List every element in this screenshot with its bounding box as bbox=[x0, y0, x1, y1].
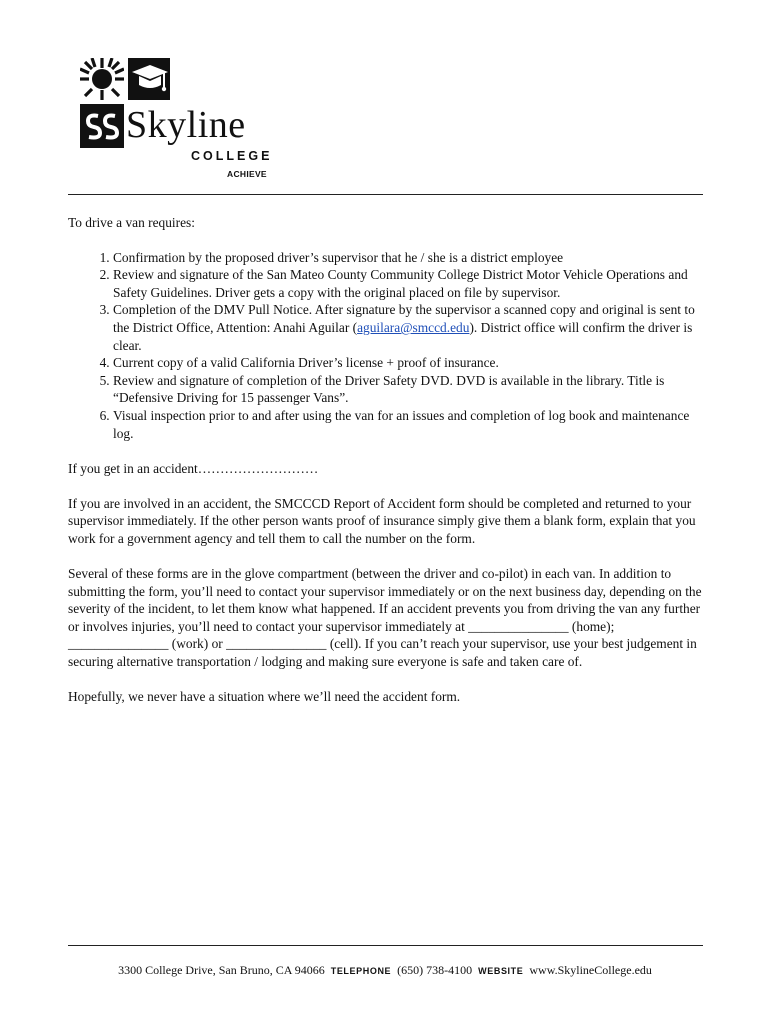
intro-text: To drive a van requires: bbox=[68, 215, 195, 230]
accident-heading: If you get in an accident……………………… bbox=[68, 460, 319, 476]
requirement-item: 1. Confirmation by the proposed driver’s supervisor that he / she is a district employee bbox=[113, 249, 704, 267]
logo-tagline: ACHIEVE bbox=[227, 169, 267, 179]
logo-wordmark: Skyline bbox=[126, 104, 246, 146]
ss-emblem-icon bbox=[80, 104, 124, 148]
footer-website-label: WEBSITE bbox=[478, 966, 524, 976]
closing-text: Hopefully, we never have a situation where we’ll need the accident form. bbox=[68, 689, 461, 705]
requirement-item: 5. Review and signature of completion of the Driver Safety DVD. DVD is available in the library. Title is “Defensive Driving for 15 passenger Vans”. bbox=[113, 372, 704, 407]
footer-website: www.SkylineCollege.edu bbox=[529, 963, 652, 977]
logo-college-text: COLLEGE bbox=[191, 149, 273, 163]
footer-divider bbox=[68, 945, 703, 946]
graduation-cap-icon bbox=[128, 58, 170, 100]
footer-telephone-label: TELEPHONE bbox=[330, 966, 392, 976]
email-link[interactable]: aguilara@smccd.edu bbox=[357, 319, 470, 335]
requirement-item: 2. Review and signature of the San Mateo County Community College District Motor Vehicle Operations and Safety Guidelines. Driver gets a copy with the original placed on file by supervisor. bbox=[113, 266, 704, 301]
requirement-item: 6. Visual inspection prior to and after using the van for an issues and completion of log book and maintenance log. bbox=[113, 407, 704, 442]
accident-paragraph: If you are involved in an accident, the SMCCCD Report of Accident form should be completed and returned to your supervisor immediately. If the other person wants proof of insurance simply give them a blank form, explain that you work for a government agency and tell them to call the number on the form. bbox=[68, 495, 696, 546]
footer-telephone: (650) 738-4100 bbox=[397, 963, 473, 977]
skyline-college-logo bbox=[78, 56, 273, 182]
document-body bbox=[68, 214, 704, 706]
footer-address: 3300 College Drive, San Bruno, CA 94066 bbox=[118, 963, 325, 977]
footer bbox=[0, 963, 770, 978]
requirement-text: Completion of the DMV Pull Notice. After signature by the supervisor a scanned copy and original is sent to the District Office, Attention: Anahi Aguilar ( bbox=[113, 302, 695, 335]
sun-emblem-icon bbox=[80, 58, 124, 100]
requirements-list bbox=[68, 249, 704, 443]
header-divider bbox=[68, 194, 703, 195]
forms-paragraph: Several of these forms are in the glove compartment (between the driver and co-pilot) in each van. In addition to submitting the form, you’ll need to contact your supervisor immediately or on the next business day, depending on the severity of the incident, to let them know what happened. If an accident prevents you from driving the van any further or involves injuries, you’ll need to contact your supervisor immediately at _______________ (home); _______________ (work) or _______________ (cell). If you can’t reach your supervisor, use your best judgement in securing alternative transportation / lodging and making sure everyone is safe and taken care of. bbox=[68, 566, 702, 669]
requirement-item: 4. Current copy of a valid California Driver’s license + proof of insurance. bbox=[113, 354, 704, 372]
requirement-item bbox=[113, 301, 704, 354]
requirement-text: ). District office will confirm the driver is clear. bbox=[113, 319, 693, 353]
